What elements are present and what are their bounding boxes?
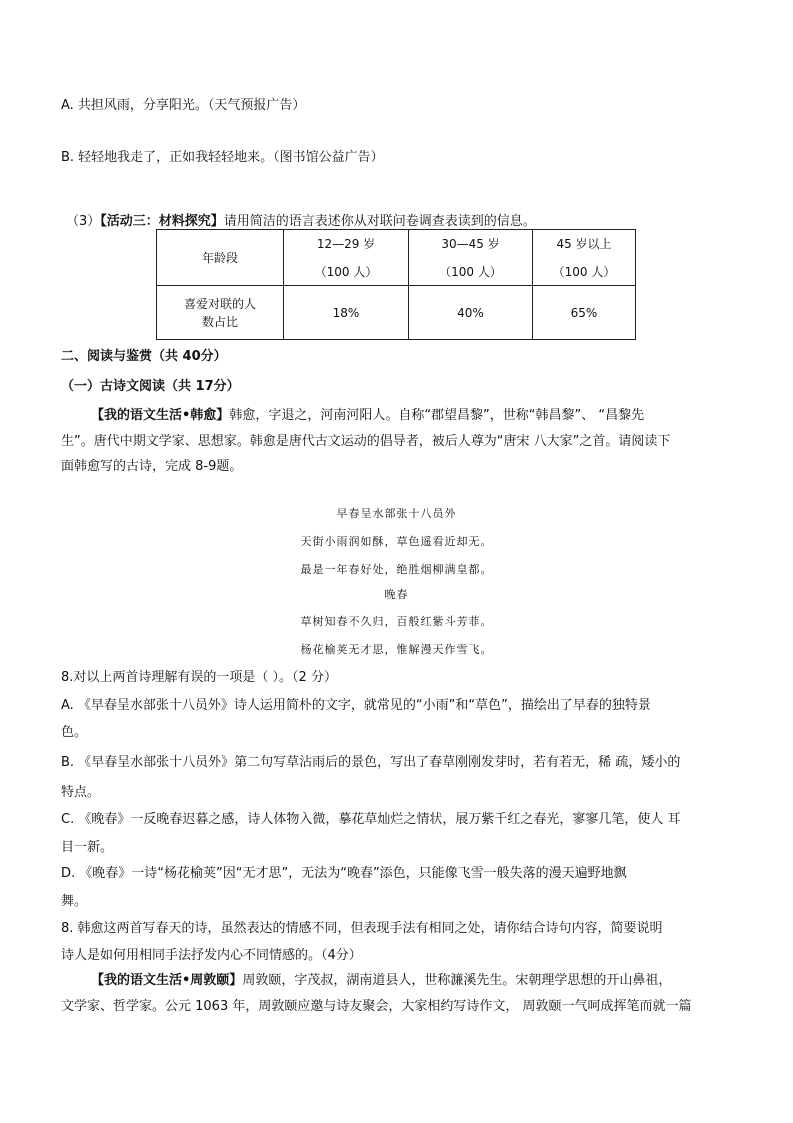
q8-option-d-line2: 舞。	[61, 894, 88, 909]
q9-line2: 诗人是如何用相同手法抒发内心不同情感的。（4分）	[61, 948, 362, 963]
table-cell	[284, 286, 409, 340]
sample-count: （100 人）	[439, 264, 502, 279]
intro-zhou-text: 周敦颐，字茂叔，湖南道县人，世称濂溪先生。宋朝理学思想的开山鼻祖，	[242, 973, 672, 988]
table-header-age	[157, 230, 284, 286]
q8-option-a-line1: A. 《早春呈水部张十八员外》诗人运用简朴的文字，就常见的“小雨”和“草色”，描绘出了早春的独特景	[61, 698, 651, 713]
table-cell	[533, 286, 636, 340]
table-row	[157, 230, 636, 286]
activity3-heading	[66, 210, 536, 229]
sample-count: （100 人）	[552, 264, 616, 279]
q8-option-a-line2: 色。	[61, 725, 88, 740]
q9-line1: 8. 韩愈这两首写春天的诗，虽然表达的情感不同，但表现手法有相同之处，请你结合诗句内容，简要说明	[61, 921, 663, 936]
poem2-line2: 杨花榆荚无才思，惟解漫天作雪飞。	[300, 643, 493, 656]
subsection-title: （一）古诗文阅读（共 17分）	[61, 379, 240, 394]
activity3-text: 请用简洁的语言表述你从对联问卷调查表读到的信息。	[223, 214, 536, 229]
q8-option-b-line1: B. 《早春呈水部张十八员外》第二句写草沾雨后的景色，写出了春草刚刚发芽时，若有若无，稀 疏，矮小的	[61, 755, 681, 770]
q8-option-d-line1: D. 《晚春》一诗“杨花榆荚”因“无才思”，无法为“晚春”添色，只能像飞雪一般失落的漫天遍野地飘	[61, 866, 627, 881]
table-row	[157, 286, 636, 340]
survey-table	[156, 229, 636, 340]
age-range: 12—29 岁	[316, 236, 376, 251]
q8-stem: 8.对以上两首诗理解有误的一项是（ ）。（2 分）	[61, 670, 337, 685]
age-range: 45 岁以上	[556, 236, 612, 251]
poem1-line2: 最是一年春好处，绝胜烟柳满皇都。	[300, 563, 493, 576]
poem2-title: 晚春	[384, 588, 409, 601]
q8-option-c-line1: C. 《晚春》一反晚春迟暮之感，诗人体物入微，摹花草灿烂之情状，展万紫千红之春光，寥寥几笔，使人 耳	[61, 812, 681, 827]
intro-hanyu-tag: 【我的语文生活•韩愈】	[91, 408, 230, 423]
table-cell	[533, 230, 636, 286]
option-b-text: B. 轻轻地我走了，正如我轻轻地来。（图书馆公益广告）	[61, 150, 384, 165]
intro-zhou-line1	[91, 969, 671, 988]
age-range: 30—45 岁	[441, 236, 500, 251]
intro-zhou-tag: 【我的语文生活•周敦颐】	[91, 973, 243, 988]
q8-option-c-line2: 目一新。	[61, 840, 114, 855]
percentage-value: 18%	[332, 305, 360, 320]
intro-hanyu-text: 韩愈，字退之，河南河阳人。自称“郡望昌黎”，世称“韩昌黎”、 “昌黎先	[229, 408, 645, 423]
activity3-tag: 【活动三：材料探究】	[100, 214, 224, 229]
ratio-label-line2: 数占比	[201, 314, 238, 329]
activity3-prefix: （3）	[66, 214, 101, 229]
percentage-value: 40%	[457, 305, 484, 320]
intro-hanyu-line2: 生”。唐代中期文学家、思想家。韩愈是唐代古文运动的倡导者，被后人尊为“唐宋 八大家”之首。请阅读下	[61, 434, 671, 449]
poem2-line1: 草树知春不久归，百般红紫斗芳菲。	[300, 615, 493, 628]
intro-zhou-line2: 文学家、哲学家。公元 1063 年，周敦颐应邀与诗友聚会，大家相约写诗作文， 周敦颐一气呵成挥笔而就一篇	[61, 999, 692, 1014]
table-cell	[409, 286, 533, 340]
option-a-text: A. 共担风雨，分享阳光。（天气预报广告）	[61, 98, 306, 113]
ratio-label-line1: 喜爱对联的人	[183, 296, 256, 311]
poem1-title: 早春呈水部张十八员外	[336, 507, 457, 520]
sample-count: （100 人）	[314, 264, 378, 279]
table-cell	[409, 230, 533, 286]
intro-hanyu-line1	[91, 404, 644, 423]
table-cell	[284, 230, 409, 286]
poem1-line1: 天街小雨润如酥，草色遥看近却无。	[300, 535, 493, 548]
table-header-ratio	[157, 286, 284, 340]
section-title: 二、阅读与鉴赏（共 40分）	[61, 349, 227, 364]
percentage-value: 65%	[570, 305, 598, 320]
intro-hanyu-line3: 面韩愈写的古诗，完成 8-9题。	[61, 459, 243, 474]
q8-option-b-line2: 特点。	[61, 785, 101, 800]
age-label: 年龄段	[201, 251, 238, 265]
